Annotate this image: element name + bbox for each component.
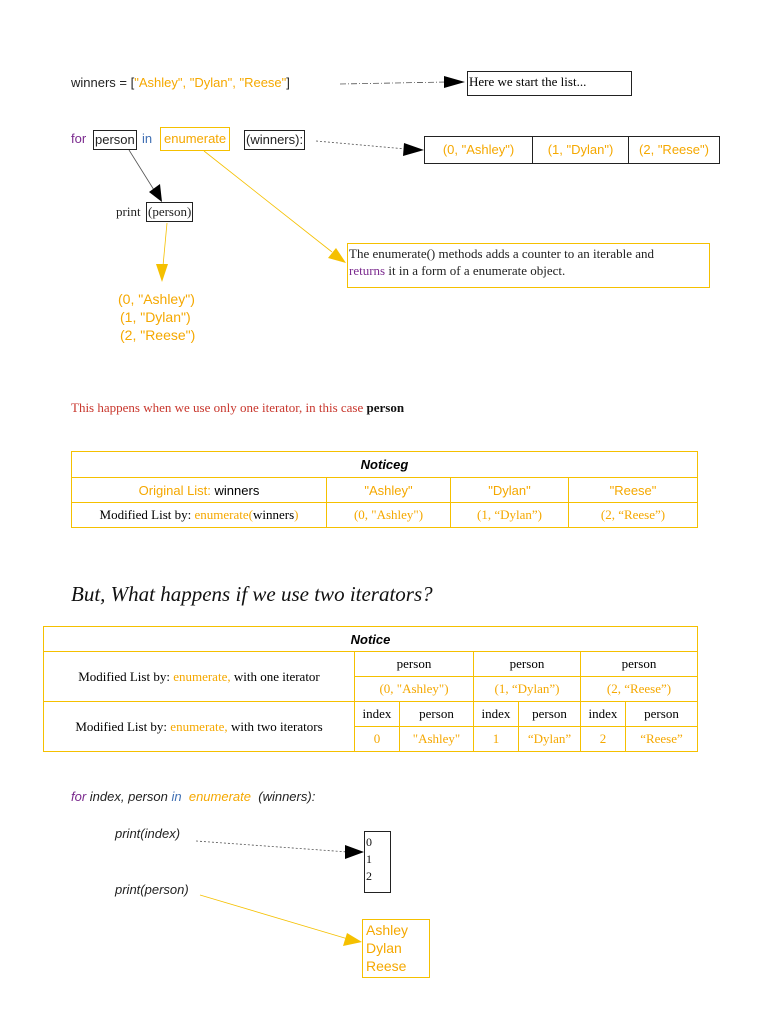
table2-two-header-1: person — [400, 702, 474, 727]
two-iterators-question: But, What happens if we use two iterators? — [71, 582, 433, 606]
table2-one-header-2: person — [581, 652, 698, 677]
output-line-2: (2, "Reese") — [120, 327, 196, 343]
one-iter-label-prefix: Modified List by: — [78, 668, 170, 684]
table2-one-value-2: (2, “Reese”) — [581, 677, 698, 702]
table2-two-iterators-label — [44, 702, 355, 752]
one-iterator-note — [71, 399, 404, 417]
table2-two-value-2: 1 — [474, 727, 519, 752]
winners-var: winners — [71, 75, 116, 90]
enumerate-explanation — [347, 243, 710, 288]
print-person: print(person) — [115, 882, 189, 897]
explanation-line-2-rest: it in a form of a enumerate object. — [385, 263, 566, 278]
person-output-box — [362, 919, 430, 978]
explanation-line-2 — [349, 262, 709, 279]
person-var-box: person — [93, 130, 137, 150]
output-line-1: (1, "Dylan") — [120, 309, 191, 325]
table1-original-1: "Dylan" — [451, 478, 569, 503]
table2-two-header-2: index — [474, 702, 519, 727]
table2-two-value-1: "Ashley" — [400, 727, 474, 752]
arrow-print-to-output — [163, 223, 167, 266]
table1-modified-2: (2, “Reese”) — [569, 503, 698, 528]
arrow-loop-to-result-head — [403, 143, 424, 156]
print-index: print(index) — [115, 826, 181, 841]
table2-one-header-1: person — [474, 652, 581, 677]
enumerate-fn-box: enumerate — [160, 127, 230, 151]
list-comma: , — [182, 75, 187, 90]
table1-modified-label: Modified List by: enumerate(winners) — [72, 503, 327, 528]
enumerate-fn-2: enumerate — [188, 789, 251, 804]
result-tuple-2: (2, "Reese") — [639, 142, 709, 157]
table2-one-value-0: (0, "Ashley") — [355, 677, 474, 702]
returns-keyword: returns — [349, 263, 386, 278]
one-iter-label-suffix: with one iterator — [233, 668, 320, 684]
one-iter-enumerate: enumerate, — [173, 668, 231, 684]
enumerate-result-box — [424, 136, 720, 164]
table1-original-label — [72, 478, 327, 503]
list-item-ashley: "Ashley" — [134, 75, 183, 90]
print-fn: print — [116, 204, 141, 219]
index-output-0: 0 — [366, 835, 372, 849]
table2-two-value-4: 2 — [581, 727, 626, 752]
table2-two-header-4: index — [581, 702, 626, 727]
table2-two-value-3: “Dylan” — [519, 727, 581, 752]
arrow-enumerate-to-note — [204, 151, 332, 252]
arrow-print-to-output-head — [156, 264, 168, 282]
explanation-line-1: The enumerate() methods adds a counter to an iterable and — [349, 246, 655, 261]
table1-original-2: "Reese" — [569, 478, 698, 503]
arrow-person-to-print-head — [149, 184, 162, 202]
modified-arg: winners — [252, 507, 295, 522]
person-output-0: Ashley — [366, 922, 409, 938]
arrow-index-to-output — [196, 841, 348, 852]
winners-arg-box: (winners): — [244, 130, 305, 150]
result-tuple-0: (0, "Ashley") — [425, 137, 533, 163]
original-list-label: Original List: — [138, 482, 211, 498]
table1-modified-0: (0, "Ashley") — [327, 503, 451, 528]
list-item-dylan: "Dylan" — [189, 75, 233, 90]
for-keyword-2: for — [71, 789, 87, 804]
list-comma: , — [232, 75, 236, 90]
table2-one-iterator-label — [44, 652, 355, 702]
notice-table-one-iterator — [71, 451, 698, 528]
for-loop-line — [71, 130, 86, 150]
list-close: ] — [286, 75, 290, 90]
for-keyword: for — [71, 131, 87, 146]
note-start-list: Here we start the list... — [467, 71, 632, 96]
arrow-code-to-note-head — [444, 76, 465, 88]
index-output-1: 1 — [366, 852, 372, 866]
one-iterator-bold: person — [366, 400, 405, 415]
list-item-reese: "Reese" — [239, 75, 287, 90]
modified-list-label: Modified List by: — [99, 507, 192, 522]
arrow-enumerate-to-note-head — [328, 248, 346, 263]
table2-one-value-1: (1, “Dylan”) — [474, 677, 581, 702]
person-output-1: Dylan — [366, 940, 402, 956]
one-iterator-text: This happens when we use only one iterator, in this case — [71, 400, 367, 415]
result-tuple-1: (1, "Dylan") — [533, 137, 629, 163]
in-keyword-2: in — [171, 789, 182, 804]
person-output-2: Reese — [366, 958, 407, 974]
table2-one-header-0: person — [355, 652, 474, 677]
notice-table-two-iterators — [43, 626, 698, 752]
two-iter-label-prefix: Modified List by: — [75, 718, 168, 734]
arrow-person-to-output-head — [343, 933, 362, 946]
arrow-person-to-print — [129, 150, 154, 190]
two-iter-enumerate: enumerate, — [170, 718, 228, 734]
in-keyword: in — [142, 131, 153, 146]
loop2-vars: index, person — [89, 789, 168, 804]
arrow-loop-to-result — [316, 141, 406, 149]
loop2-arg: (winners): — [258, 789, 316, 804]
index-output-box — [364, 831, 391, 893]
index-output-2: 2 — [366, 869, 372, 883]
table2-two-header-5: person — [626, 702, 698, 727]
arrow-code-to-note — [340, 82, 447, 84]
two-iter-label-suffix: with two iterators — [230, 718, 323, 734]
arrow-person-to-output — [200, 895, 348, 939]
table2-two-value-5: “Reese” — [626, 727, 698, 752]
print-arg-box: (person) — [146, 202, 193, 222]
arrow-index-to-output-head — [345, 845, 364, 859]
table2-two-header-3: person — [519, 702, 581, 727]
table2-title: Notice — [44, 627, 698, 652]
output-one-iterator — [118, 290, 195, 344]
original-list-var: winners — [214, 482, 260, 498]
assign-op: = [ — [119, 75, 135, 90]
modified-enumerate: enumerate — [194, 507, 249, 522]
table1-title: Noticeg — [72, 452, 698, 478]
table1-original-0: "Ashley" — [327, 478, 451, 503]
table2-two-value-0: 0 — [355, 727, 400, 752]
output-line-0: (0, "Ashley") — [118, 291, 195, 307]
for-loop-two-iterators — [71, 788, 315, 806]
winners-assignment — [71, 75, 290, 90]
table2-two-header-0: index — [355, 702, 400, 727]
table1-modified-1: (1, “Dylan”) — [451, 503, 569, 528]
